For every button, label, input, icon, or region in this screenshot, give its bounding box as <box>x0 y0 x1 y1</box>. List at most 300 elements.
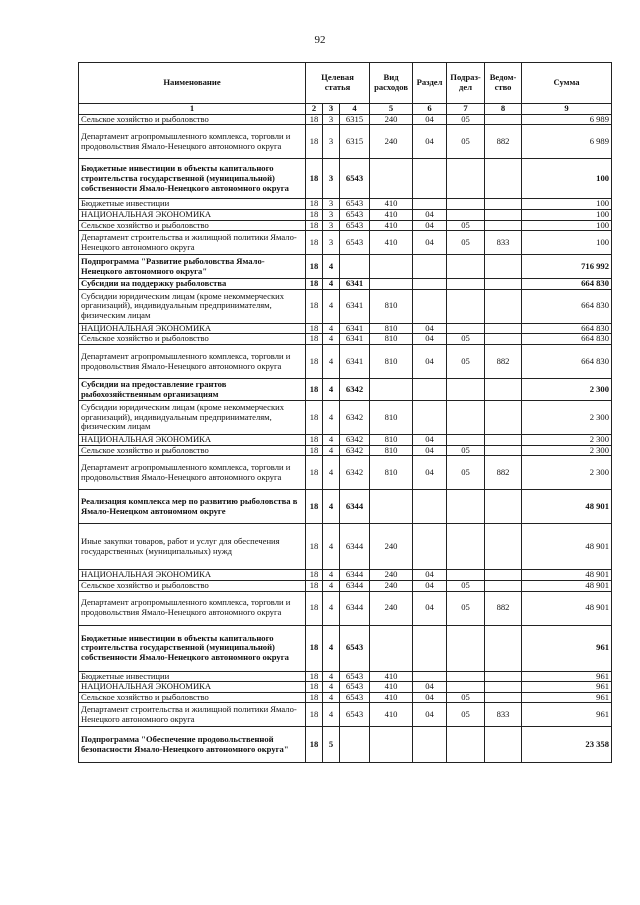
target-code-item: 6543 <box>340 682 370 693</box>
target-code-subprogram: 4 <box>323 445 340 456</box>
target-code-program: 18 <box>306 671 323 682</box>
column-number: 8 <box>485 104 522 115</box>
department-code: 882 <box>485 456 522 490</box>
target-code-item: 6543 <box>340 220 370 231</box>
target-code-item: 6543 <box>340 671 370 682</box>
table-row <box>79 435 612 446</box>
target-code-item: 6342 <box>340 456 370 490</box>
header-subsection: Подраз-дел <box>447 63 485 104</box>
target-code-item: 6344 <box>340 490 370 524</box>
target-code-item: 6344 <box>340 524 370 570</box>
expense-type: 240 <box>370 591 413 625</box>
expense-type: 410 <box>370 703 413 727</box>
target-code-program: 18 <box>306 524 323 570</box>
expense-type <box>370 159 413 199</box>
subsection-code <box>447 209 485 220</box>
subsection-code <box>447 570 485 581</box>
section-code <box>413 379 447 401</box>
target-code-subprogram: 3 <box>323 159 340 199</box>
target-code-item: 6315 <box>340 114 370 125</box>
target-code-item: 6344 <box>340 570 370 581</box>
table-row <box>79 591 612 625</box>
target-code-subprogram: 4 <box>323 435 340 446</box>
target-code-program: 18 <box>306 114 323 125</box>
header-expense-type: Вид расходов <box>370 63 413 104</box>
target-code-subprogram: 4 <box>323 279 340 290</box>
header-sum: Сумма <box>522 63 612 104</box>
header-department: Ведом-ство <box>485 63 522 104</box>
target-code-item: 6543 <box>340 703 370 727</box>
section-code <box>413 625 447 671</box>
row-name: Сельское хозяйство и рыболовство <box>79 114 306 125</box>
target-code-program: 18 <box>306 159 323 199</box>
row-sum: 48 901 <box>522 580 612 591</box>
section-code: 04 <box>413 682 447 693</box>
table-row <box>79 445 612 456</box>
target-code-subprogram: 4 <box>323 671 340 682</box>
section-code <box>413 289 447 323</box>
subsection-code <box>447 727 485 763</box>
target-code-program: 18 <box>306 692 323 703</box>
row-name: Департамент строительства и жилищной политики Ямало-Ненецкого автономного округа <box>79 703 306 727</box>
column-number: 4 <box>340 104 370 115</box>
department-code <box>485 490 522 524</box>
row-name: Департамент агропромышленного комплекса, торговли и продовольствия Ямало-Ненецкого автономного округа <box>79 456 306 490</box>
expense-type <box>370 625 413 671</box>
column-number: 7 <box>447 104 485 115</box>
target-code-item <box>340 255 370 279</box>
table-row <box>79 323 612 334</box>
expense-type: 240 <box>370 524 413 570</box>
target-code-item: 6543 <box>340 625 370 671</box>
department-code <box>485 209 522 220</box>
section-code: 04 <box>413 125 447 159</box>
expense-type: 410 <box>370 209 413 220</box>
department-code <box>485 671 522 682</box>
row-sum: 100 <box>522 199 612 210</box>
expense-type: 410 <box>370 199 413 210</box>
department-code <box>485 220 522 231</box>
target-code-item: 6341 <box>340 334 370 345</box>
target-code-subprogram: 3 <box>323 231 340 255</box>
target-code-item <box>340 727 370 763</box>
row-name: Бюджетные инвестиции в объекты капитального строительства государственной (муниципальной) собственности Ямало-Ненецкого автономного округа <box>79 625 306 671</box>
section-code <box>413 159 447 199</box>
target-code-item: 6344 <box>340 580 370 591</box>
target-code-subprogram: 4 <box>323 682 340 693</box>
subsection-code <box>447 435 485 446</box>
section-code: 04 <box>413 114 447 125</box>
section-code <box>413 279 447 290</box>
table-row <box>79 703 612 727</box>
target-code-program: 18 <box>306 490 323 524</box>
section-code: 04 <box>413 231 447 255</box>
department-code: 833 <box>485 231 522 255</box>
header-target: Целевая статья <box>306 63 370 104</box>
table-row <box>79 692 612 703</box>
target-code-program: 18 <box>306 445 323 456</box>
target-code-item: 6543 <box>340 159 370 199</box>
row-name: Субсидии юридическим лицам (кроме некоммерческих организаций), индивидуальным предпринимателям, физическим лицам <box>79 401 306 435</box>
expense-type: 410 <box>370 682 413 693</box>
table-row <box>79 570 612 581</box>
target-code-program: 18 <box>306 682 323 693</box>
section-code: 04 <box>413 345 447 379</box>
section-code: 04 <box>413 334 447 345</box>
target-code-program: 18 <box>306 703 323 727</box>
row-sum: 100 <box>522 209 612 220</box>
column-number: 2 <box>306 104 323 115</box>
row-sum: 2 300 <box>522 435 612 446</box>
row-name: Субсидии юридическим лицам (кроме некоммерческих организаций), индивидуальным предпринимателям, физическим лицам <box>79 289 306 323</box>
row-sum: 716 992 <box>522 255 612 279</box>
row-sum: 6 989 <box>522 125 612 159</box>
section-code <box>413 524 447 570</box>
row-name: Сельское хозяйство и рыболовство <box>79 580 306 591</box>
target-code-item: 6341 <box>340 345 370 379</box>
row-name: Сельское хозяйство и рыболовство <box>79 220 306 231</box>
table-row <box>79 199 612 210</box>
target-code-program: 18 <box>306 379 323 401</box>
subsection-code: 05 <box>447 231 485 255</box>
table-row <box>79 401 612 435</box>
department-code <box>485 114 522 125</box>
target-code-program: 18 <box>306 199 323 210</box>
subsection-code <box>447 379 485 401</box>
row-sum: 961 <box>522 692 612 703</box>
row-sum: 664 830 <box>522 345 612 379</box>
expense-type: 810 <box>370 289 413 323</box>
target-code-subprogram: 4 <box>323 456 340 490</box>
target-code-subprogram: 3 <box>323 209 340 220</box>
department-code <box>485 692 522 703</box>
column-number: 1 <box>79 104 306 115</box>
target-code-item: 6341 <box>340 289 370 323</box>
target-code-item: 6342 <box>340 445 370 456</box>
department-code: 882 <box>485 125 522 159</box>
section-code <box>413 490 447 524</box>
column-number-row <box>79 104 612 115</box>
target-code-item: 6341 <box>340 323 370 334</box>
row-sum: 100 <box>522 231 612 255</box>
subsection-code <box>447 671 485 682</box>
row-name: Субсидии на предоставление грантов рыбохозяйственным организациям <box>79 379 306 401</box>
target-code-item: 6342 <box>340 401 370 435</box>
subsection-code: 05 <box>447 220 485 231</box>
department-code <box>485 682 522 693</box>
subsection-code: 05 <box>447 125 485 159</box>
section-code: 04 <box>413 580 447 591</box>
subsection-code: 05 <box>447 703 485 727</box>
row-name: Департамент агропромышленного комплекса, торговли и продовольствия Ямало-Ненецкого автономного округа <box>79 125 306 159</box>
row-name: Подпрограмма "Обеспечение продовольственной безопасности Ямало-Ненецкого автономного округа" <box>79 727 306 763</box>
row-name: Бюджетные инвестиции <box>79 671 306 682</box>
expense-type: 810 <box>370 456 413 490</box>
expense-type <box>370 490 413 524</box>
department-code <box>485 435 522 446</box>
target-code-subprogram: 4 <box>323 401 340 435</box>
target-code-subprogram: 4 <box>323 323 340 334</box>
table-row <box>79 220 612 231</box>
expense-type: 810 <box>370 435 413 446</box>
section-code: 04 <box>413 456 447 490</box>
expense-type: 810 <box>370 401 413 435</box>
target-code-program: 18 <box>306 255 323 279</box>
subsection-code <box>447 289 485 323</box>
table-row <box>79 490 612 524</box>
subsection-code <box>447 323 485 334</box>
subsection-code: 05 <box>447 456 485 490</box>
row-name: НАЦИОНАЛЬНАЯ ЭКОНОМИКА <box>79 570 306 581</box>
subsection-code <box>447 159 485 199</box>
target-code-program: 18 <box>306 435 323 446</box>
target-code-program: 18 <box>306 209 323 220</box>
department-code: 833 <box>485 703 522 727</box>
target-code-subprogram: 4 <box>323 580 340 591</box>
expense-type: 240 <box>370 125 413 159</box>
expense-type <box>370 279 413 290</box>
target-code-program: 18 <box>306 289 323 323</box>
row-sum: 6 989 <box>522 114 612 125</box>
row-sum: 2 300 <box>522 456 612 490</box>
section-code: 04 <box>413 220 447 231</box>
department-code: 882 <box>485 345 522 379</box>
target-code-subprogram: 4 <box>323 490 340 524</box>
table-row <box>79 345 612 379</box>
target-code-program: 18 <box>306 580 323 591</box>
row-sum: 664 830 <box>522 323 612 334</box>
section-code: 04 <box>413 445 447 456</box>
subsection-code <box>447 524 485 570</box>
target-code-program: 18 <box>306 727 323 763</box>
section-code: 04 <box>413 209 447 220</box>
target-code-program: 18 <box>306 279 323 290</box>
column-number: 5 <box>370 104 413 115</box>
table-row <box>79 682 612 693</box>
target-code-program: 18 <box>306 570 323 581</box>
row-sum: 48 901 <box>522 490 612 524</box>
row-sum: 2 300 <box>522 445 612 456</box>
row-name: Сельское хозяйство и рыболовство <box>79 334 306 345</box>
header-section: Раздел <box>413 63 447 104</box>
header-row <box>79 63 612 104</box>
target-code-program: 18 <box>306 591 323 625</box>
row-name: Реализация комплекса мер по развитию рыболовства в Ямало-Ненецком автономном округе <box>79 490 306 524</box>
row-sum: 961 <box>522 625 612 671</box>
target-code-program: 18 <box>306 125 323 159</box>
department-code <box>485 379 522 401</box>
target-code-subprogram: 4 <box>323 625 340 671</box>
target-code-subprogram: 3 <box>323 220 340 231</box>
section-code: 04 <box>413 692 447 703</box>
section-code: 04 <box>413 570 447 581</box>
target-code-subprogram: 4 <box>323 255 340 279</box>
department-code <box>485 255 522 279</box>
row-name: Бюджетные инвестиции в объекты капитального строительства государственной (муниципальной) собственности Ямало-Ненецкого автономного округа <box>79 159 306 199</box>
department-code <box>485 570 522 581</box>
table-row <box>79 334 612 345</box>
subsection-code: 05 <box>447 445 485 456</box>
target-code-subprogram: 4 <box>323 379 340 401</box>
table-row <box>79 279 612 290</box>
target-code-subprogram: 4 <box>323 703 340 727</box>
table-row <box>79 209 612 220</box>
row-sum: 100 <box>522 220 612 231</box>
subsection-code: 05 <box>447 114 485 125</box>
expense-type: 810 <box>370 445 413 456</box>
row-name: Сельское хозяйство и рыболовство <box>79 692 306 703</box>
table-row <box>79 125 612 159</box>
target-code-item: 6543 <box>340 199 370 210</box>
row-sum: 100 <box>522 159 612 199</box>
subsection-code: 05 <box>447 334 485 345</box>
target-code-item: 6342 <box>340 435 370 446</box>
department-code <box>485 289 522 323</box>
target-code-program: 18 <box>306 401 323 435</box>
expense-type <box>370 255 413 279</box>
department-code <box>485 524 522 570</box>
row-sum: 48 901 <box>522 570 612 581</box>
expense-type: 410 <box>370 671 413 682</box>
expense-type <box>370 379 413 401</box>
department-code: 882 <box>485 591 522 625</box>
subsection-code <box>447 490 485 524</box>
table-row <box>79 625 612 671</box>
table-row <box>79 671 612 682</box>
row-sum: 961 <box>522 671 612 682</box>
budget-table <box>78 62 612 763</box>
row-sum: 2 300 <box>522 401 612 435</box>
department-code <box>485 199 522 210</box>
target-code-item: 6543 <box>340 209 370 220</box>
row-name: НАЦИОНАЛЬНАЯ ЭКОНОМИКА <box>79 682 306 693</box>
subsection-code: 05 <box>447 591 485 625</box>
table-row <box>79 159 612 199</box>
subsection-code <box>447 255 485 279</box>
section-code <box>413 671 447 682</box>
section-code <box>413 727 447 763</box>
department-code <box>485 334 522 345</box>
row-sum: 664 830 <box>522 279 612 290</box>
subsection-code <box>447 199 485 210</box>
row-name: Субсидии на поддержку рыболовства <box>79 279 306 290</box>
expense-type: 240 <box>370 114 413 125</box>
expense-type: 810 <box>370 345 413 379</box>
target-code-item: 6315 <box>340 125 370 159</box>
target-code-subprogram: 5 <box>323 727 340 763</box>
expense-type: 810 <box>370 323 413 334</box>
table-row <box>79 255 612 279</box>
column-number: 6 <box>413 104 447 115</box>
expense-type: 240 <box>370 580 413 591</box>
subsection-code <box>447 279 485 290</box>
table-row <box>79 727 612 763</box>
target-code-program: 18 <box>306 345 323 379</box>
target-code-subprogram: 4 <box>323 345 340 379</box>
table-row <box>79 231 612 255</box>
row-name: Департамент агропромышленного комплекса, торговли и продовольствия Ямало-Ненецкого автономного округа <box>79 345 306 379</box>
row-name: Подпрограмма "Развитие рыболовства Ямало-Ненецкого автономного округа" <box>79 255 306 279</box>
section-code: 04 <box>413 435 447 446</box>
target-code-subprogram: 3 <box>323 114 340 125</box>
target-code-item: 6344 <box>340 591 370 625</box>
department-code <box>485 159 522 199</box>
expense-type: 410 <box>370 231 413 255</box>
row-sum: 664 830 <box>522 334 612 345</box>
department-code <box>485 279 522 290</box>
subsection-code: 05 <box>447 580 485 591</box>
department-code <box>485 580 522 591</box>
table-row <box>79 379 612 401</box>
section-code: 04 <box>413 323 447 334</box>
section-code <box>413 199 447 210</box>
row-sum: 48 901 <box>522 524 612 570</box>
row-name: Департамент агропромышленного комплекса, торговли и продовольствия Ямало-Ненецкого автономного округа <box>79 591 306 625</box>
row-name: НАЦИОНАЛЬНАЯ ЭКОНОМИКА <box>79 323 306 334</box>
expense-type: 240 <box>370 570 413 581</box>
target-code-program: 18 <box>306 334 323 345</box>
target-code-program: 18 <box>306 220 323 231</box>
subsection-code: 05 <box>447 345 485 379</box>
table-row <box>79 289 612 323</box>
section-code <box>413 255 447 279</box>
page-number: 92 <box>314 34 326 46</box>
row-name: Бюджетные инвестиции <box>79 199 306 210</box>
target-code-subprogram: 4 <box>323 591 340 625</box>
table-row <box>79 456 612 490</box>
row-sum: 961 <box>522 703 612 727</box>
table-row <box>79 580 612 591</box>
section-code: 04 <box>413 703 447 727</box>
department-code <box>485 401 522 435</box>
target-code-program: 18 <box>306 231 323 255</box>
row-sum: 664 830 <box>522 289 612 323</box>
subsection-code <box>447 625 485 671</box>
subsection-code <box>447 682 485 693</box>
target-code-item: 6543 <box>340 231 370 255</box>
expense-type: 410 <box>370 220 413 231</box>
target-code-subprogram: 4 <box>323 524 340 570</box>
section-code <box>413 401 447 435</box>
subsection-code: 05 <box>447 692 485 703</box>
department-code <box>485 625 522 671</box>
row-sum: 961 <box>522 682 612 693</box>
row-sum: 2 300 <box>522 379 612 401</box>
target-code-program: 18 <box>306 625 323 671</box>
target-code-program: 18 <box>306 456 323 490</box>
subsection-code <box>447 401 485 435</box>
row-name: Сельское хозяйство и рыболовство <box>79 445 306 456</box>
row-sum: 23 358 <box>522 727 612 763</box>
table-row <box>79 524 612 570</box>
target-code-item: 6341 <box>340 279 370 290</box>
row-name: НАЦИОНАЛЬНАЯ ЭКОНОМИКА <box>79 435 306 446</box>
target-code-subprogram: 3 <box>323 125 340 159</box>
target-code-subprogram: 4 <box>323 570 340 581</box>
target-code-item: 6342 <box>340 379 370 401</box>
section-code: 04 <box>413 591 447 625</box>
target-code-item: 6543 <box>340 692 370 703</box>
department-code <box>485 445 522 456</box>
target-code-subprogram: 4 <box>323 692 340 703</box>
column-number: 3 <box>323 104 340 115</box>
expense-type: 410 <box>370 692 413 703</box>
target-code-subprogram: 3 <box>323 199 340 210</box>
target-code-program: 18 <box>306 323 323 334</box>
department-code <box>485 323 522 334</box>
table-row <box>79 114 612 125</box>
row-name: Департамент строительства и жилищной политики Ямало-Ненецкого автономного округа <box>79 231 306 255</box>
